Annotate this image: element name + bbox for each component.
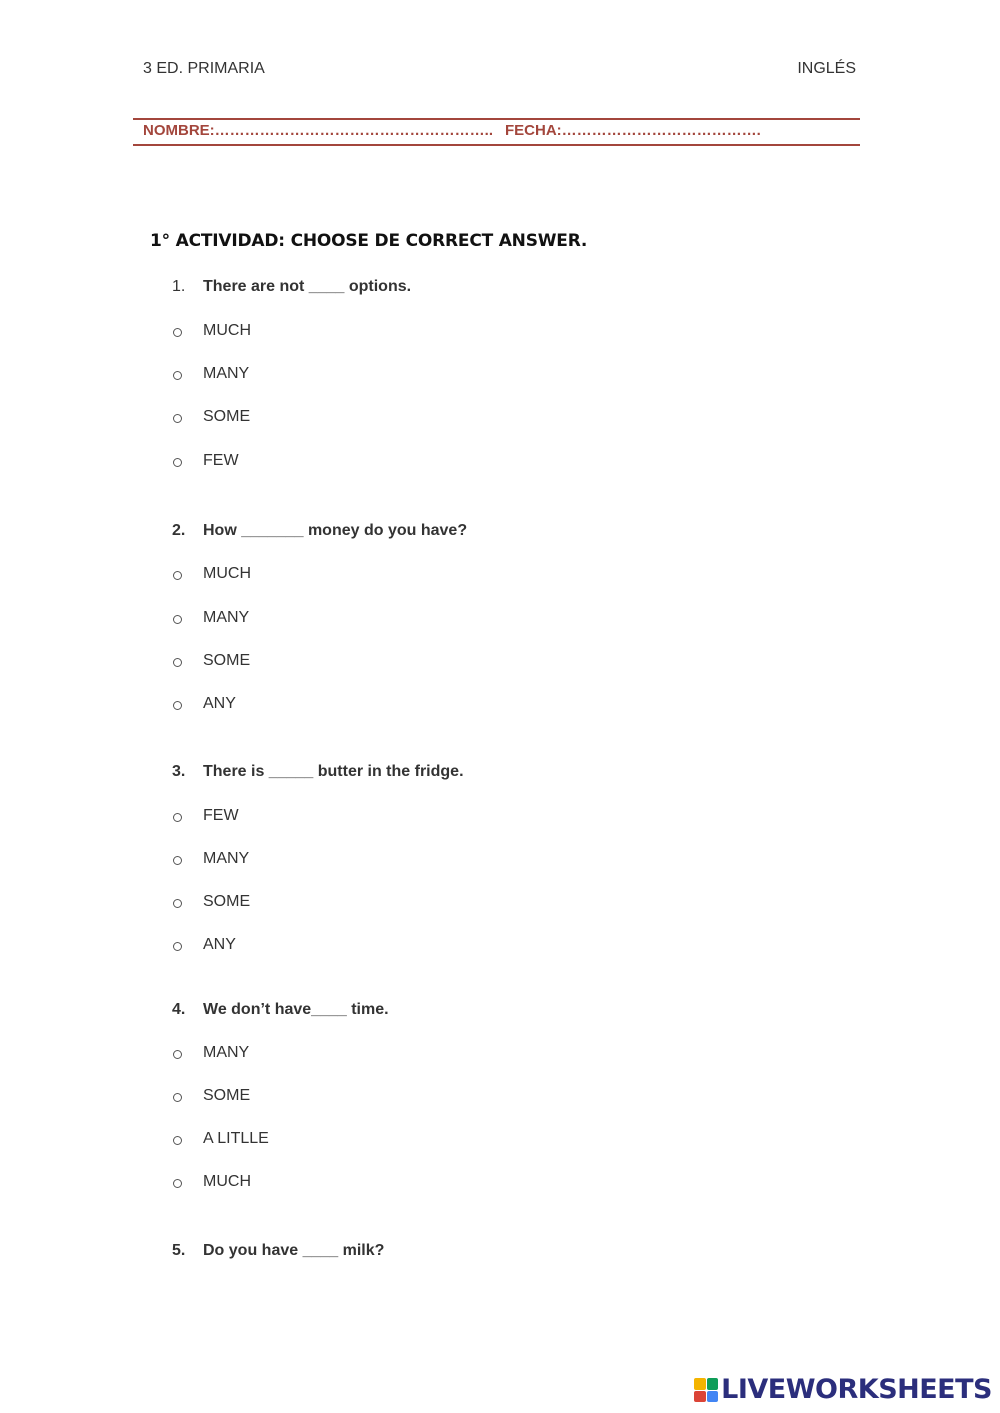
radio-circle-icon[interactable]: [173, 1093, 182, 1102]
liveworksheets-brand: [694, 1375, 992, 1405]
radio-circle-icon[interactable]: [173, 658, 182, 667]
radio-circle-icon[interactable]: [173, 701, 182, 710]
option-label: SOME: [203, 408, 251, 425]
question-text: We don’t have____ time.: [203, 1001, 389, 1018]
option-label: MUCH: [203, 322, 251, 339]
radio-circle-icon[interactable]: [173, 328, 182, 337]
radio-circle-icon[interactable]: [173, 414, 182, 423]
option-label: MANY: [203, 850, 250, 867]
option-label: SOME: [203, 652, 251, 669]
option-label: MANY: [203, 365, 250, 382]
question-text: There are not ____ options.: [203, 278, 412, 295]
question-number: 1.: [172, 278, 186, 295]
radio-circle-icon[interactable]: [173, 571, 182, 580]
option-label: ANY: [203, 695, 236, 712]
liveworksheets-logo-icon: [694, 1378, 718, 1402]
option-label: MANY: [203, 609, 250, 626]
radio-circle-icon[interactable]: [173, 813, 182, 822]
question-text: How _______ money do you have?: [203, 522, 468, 539]
grade-level: 3 ED. PRIMARIA: [143, 60, 265, 77]
radio-circle-icon[interactable]: [173, 856, 182, 865]
option-label: MUCH: [203, 565, 251, 582]
option-label: FEW: [203, 807, 239, 824]
radio-circle-icon[interactable]: [173, 1136, 182, 1145]
option-label: MANY: [203, 1044, 250, 1061]
option-label: FEW: [203, 452, 239, 469]
activity-title: 1° ACTIVIDAD: CHOOSE DE CORRECT ANSWER.: [150, 231, 588, 251]
radio-circle-icon[interactable]: [173, 1179, 182, 1188]
radio-circle-icon[interactable]: [173, 371, 182, 380]
date-field[interactable]: FECHA:………………………………….: [505, 122, 761, 139]
option-label: SOME: [203, 1087, 251, 1104]
radio-circle-icon[interactable]: [173, 615, 182, 624]
radio-circle-icon[interactable]: [173, 458, 182, 467]
radio-circle-icon[interactable]: [173, 942, 182, 951]
question-text: Do you have ____ milk?: [203, 1242, 385, 1259]
radio-circle-icon[interactable]: [173, 1050, 182, 1059]
brand-name: LIVEWORKSHEETS: [721, 1374, 992, 1405]
question-number: 2.: [172, 522, 186, 539]
question-number: 3.: [172, 763, 186, 780]
option-label: SOME: [203, 893, 251, 910]
option-label: ANY: [203, 936, 236, 953]
question-text: There is _____ butter in the fridge.: [203, 763, 464, 780]
question-number: 4.: [172, 1001, 186, 1018]
question-number: 5.: [172, 1242, 186, 1259]
option-label: A LITLLE: [203, 1130, 269, 1147]
radio-circle-icon[interactable]: [173, 899, 182, 908]
option-label: MUCH: [203, 1173, 251, 1190]
subject: INGLÉS: [797, 60, 856, 77]
name-field[interactable]: NOMBRE:………………………………………………..: [143, 122, 493, 139]
